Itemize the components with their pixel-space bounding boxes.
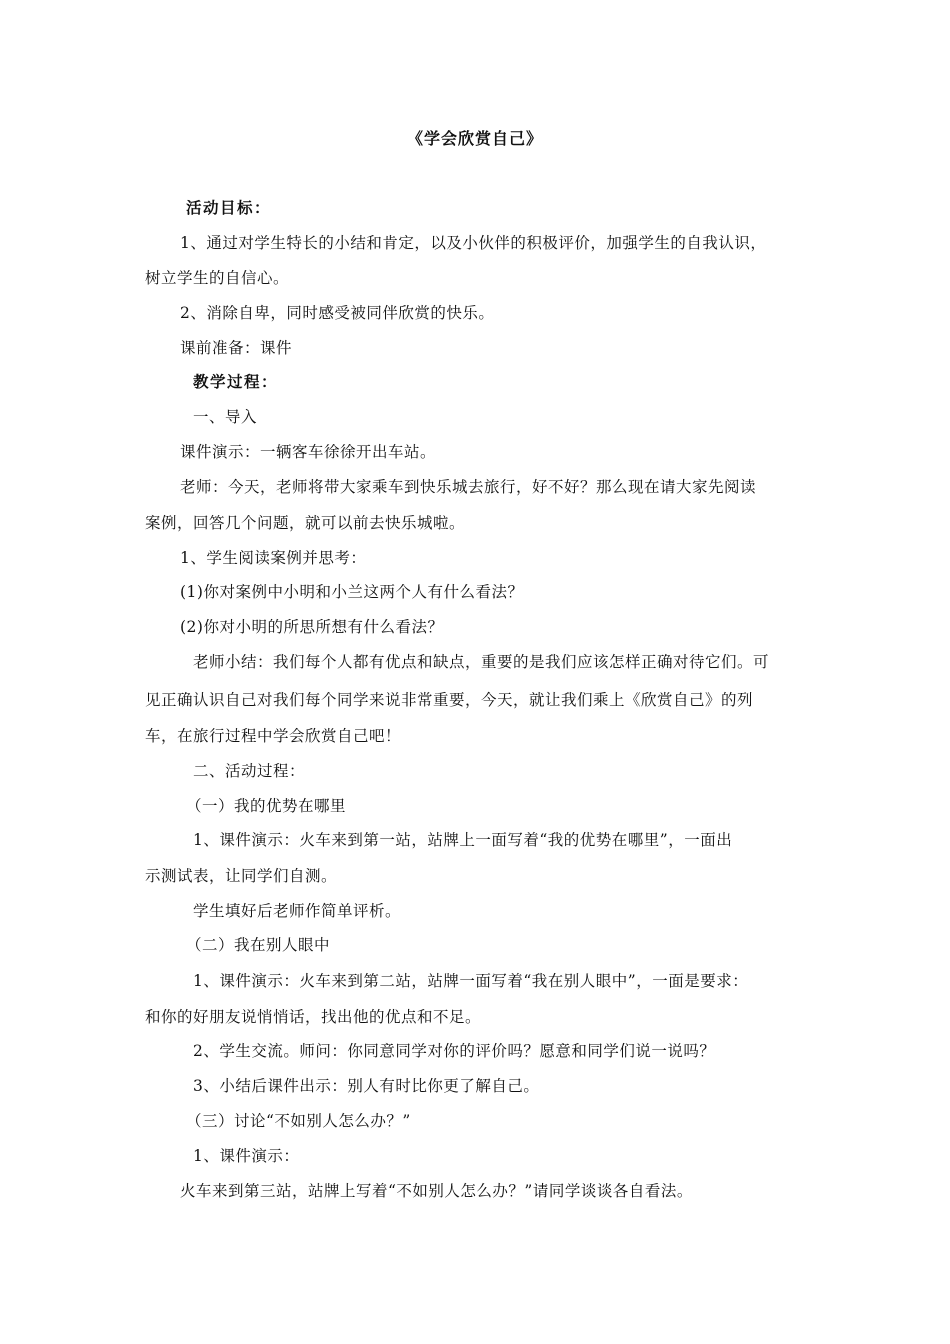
text-line: 1、学生阅读案例并思考： [180,549,367,567]
text-line: 课件演示：一辆客车徐徐开出车站。 [180,443,437,461]
subsection-heading: （三）讨论“不如别人怎么办？” [186,1112,411,1130]
text-line: 课前准备：课件 [180,339,293,357]
text-line: 3、小结后课件出示：别人有时比你更了解自己。 [193,1077,540,1095]
heading-teaching-process: 教学过程： [193,373,279,391]
text-line: 1、通过对学生特长的小结和肯定，以及小伙伴的积极评价，加强学生的自我认识， [180,234,767,252]
text-line: 1、课件演示：火车来到第一站，站牌上一面写着“我的优势在哪里”，一面出 [193,831,733,849]
text-line: 和你的好朋友说悄悄话，找出他的优点和不足。 [145,1008,482,1026]
text-line: 学生填好后老师作简单评析。 [193,902,402,920]
text-line: (2)你对小明的所思所想有什么看法？ [180,618,444,636]
subsection-heading: （二）我在别人眼中 [186,936,331,954]
text-line: 树立学生的自信心。 [145,269,290,287]
text-line: (1)你对案例中小明和小兰这两个人有什么看法？ [180,583,524,601]
text-line: 2、学生交流。师问：你同意同学对你的评价吗？愿意和同学们说一说吗？ [193,1042,716,1060]
text-line: 老师：今天，老师将带大家乘车到快乐城去旅行，好不好？那么现在请大家先阅读 [180,478,757,496]
text-line: 老师小结：我们每个人都有优点和缺点，重要的是我们应该怎样正确对待它们。可 [193,653,770,671]
text-line: 2、消除自卑，同时感受被同伴欣赏的快乐。 [180,304,495,322]
text-line: 1、课件演示： [193,1147,300,1165]
text-line: 1、课件演示：火车来到第二站，站牌一面写着“我在别人眼中”，一面是要求： [193,972,749,990]
heading-objectives: 活动目标： [186,199,272,217]
subsection-heading: （一）我的优势在哪里 [186,797,347,815]
text-line: 案例，回答几个问题，就可以前去快乐城啦。 [145,514,466,532]
text-line: 见正确认识自己对我们每个同学来说非常重要，今天，就让我们乘上《欣赏自己》的列 [145,691,754,709]
text-line: 示测试表，让同学们自测。 [145,867,338,885]
text-line: 火车来到第三站，站牌上写着“不如别人怎么办？”请同学谈谈各自看法。 [180,1182,693,1200]
text-line: 车，在旅行过程中学会欣赏自己吧！ [145,727,402,745]
section-heading: 一、导入 [193,408,258,426]
section-heading: 二、活动过程： [193,762,306,780]
document-title: 《学会欣赏自己》 [406,129,543,148]
